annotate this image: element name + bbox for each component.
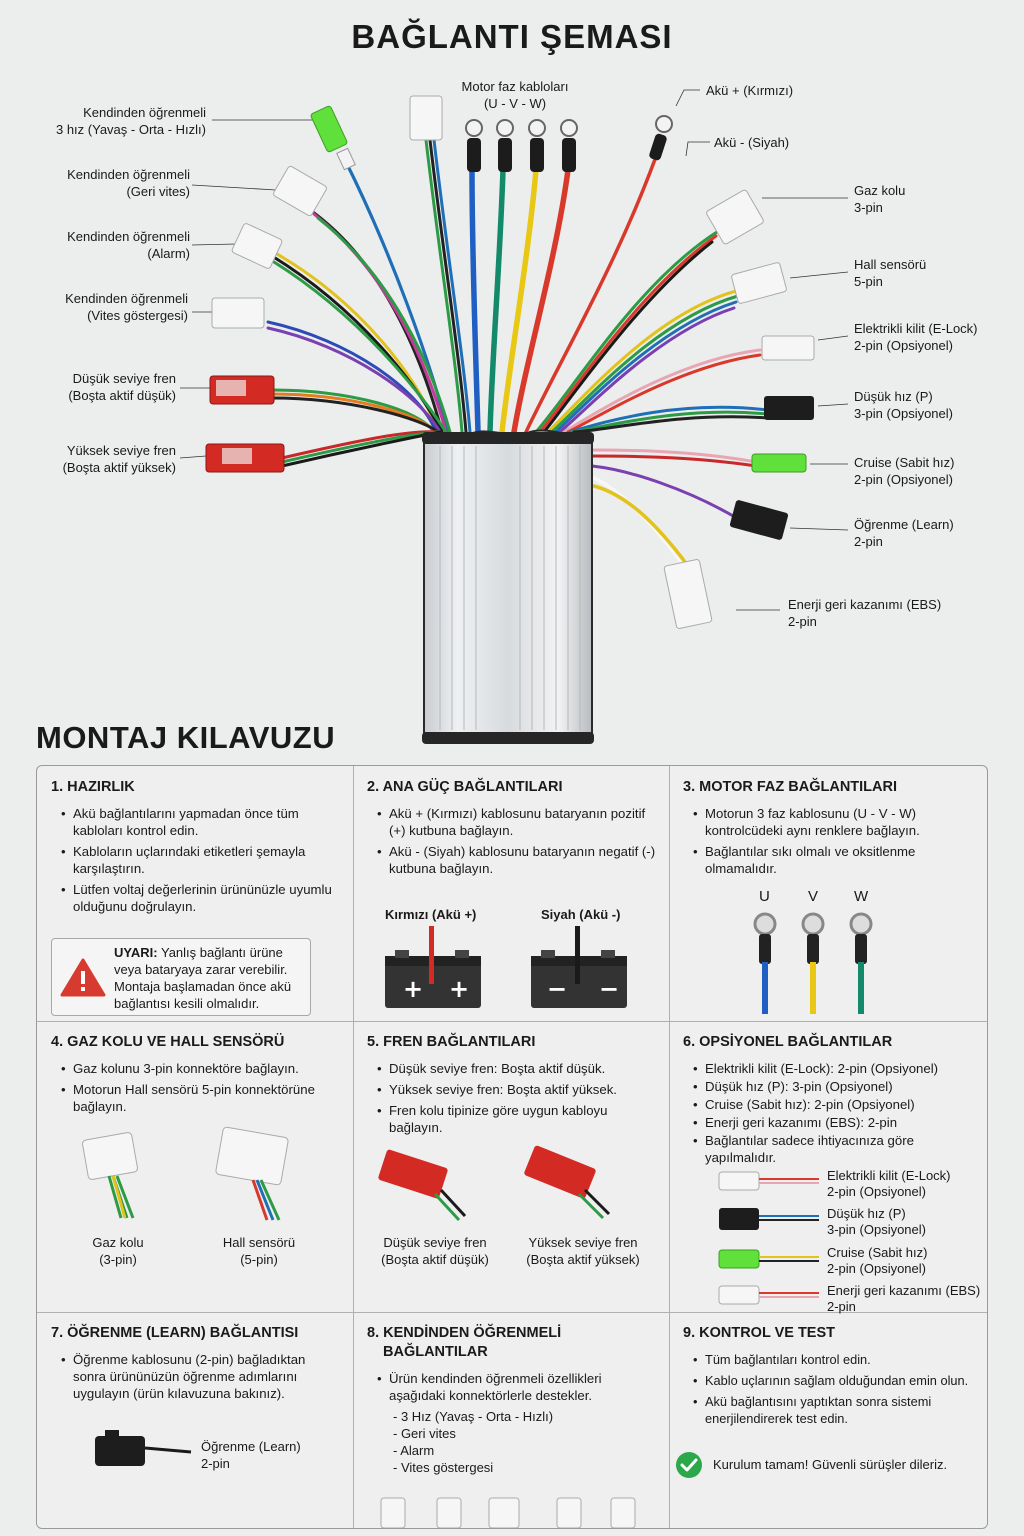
list-item: • Akü bağlantısını yaptıktan sonra sistemi enerjilendirerek test edin. <box>693 1393 977 1427</box>
self-learning-connectors <box>367 1492 657 1528</box>
phase-label-u: U <box>759 888 770 905</box>
ring-terminal-icon <box>803 914 823 1014</box>
sub-item: - Alarm <box>393 1443 435 1458</box>
label-ebs: Enerji geri kazanımı (EBS) 2-pin <box>788 597 942 629</box>
label-battery-plus: Akü + (Kırmızı) <box>706 83 794 98</box>
sub-item: - Vites göstergesi <box>393 1460 494 1475</box>
phase-terminals <box>737 906 897 1016</box>
list-item: • Lütfen voltaj değerlerinin ürününüzle uyumlu olduğunu doğrulayın. <box>61 881 341 915</box>
optional-row-low-speed: Düşük hız (P) 3-pin (Opsiyonel) <box>827 1206 926 1237</box>
list-item: • Bağlantılar sıkı olmalı ve oksitlenme olmamalıdır. <box>693 843 977 877</box>
section-title: 8. KENDİNDEN ÖĞRENMELİ BAĞLANTILAR <box>367 1325 562 1360</box>
connector-icon <box>381 1498 405 1528</box>
learn-connector-icon <box>91 1426 201 1476</box>
section-check-test <box>669 1312 989 1530</box>
section-title: 5. FREN BAĞLANTILARI <box>367 1034 536 1050</box>
sub-item: - 3 Hız (Yavaş - Orta - Hızlı) <box>393 1409 554 1424</box>
brake-low-caption: Düşük seviye fren (Boşta aktif düşük) <box>381 1235 489 1267</box>
cruise-connector-icon <box>719 1250 819 1268</box>
section-title: 7. ÖĞRENME (LEARN) BAĞLANTISI <box>51 1325 299 1341</box>
guide-grid <box>36 765 988 1529</box>
section-title: 3. MOTOR FAZ BAĞLANTILARI <box>683 779 898 795</box>
brake-low-connector-icon <box>378 1149 465 1220</box>
list-item: • Motorun Hall sensörü 5-pin konnektörüne bağlayın. <box>61 1081 341 1115</box>
throttle-caption: Gaz kolu (3-pin) <box>92 1235 144 1267</box>
brake-high-caption: Yüksek seviye fren (Boşta aktif yüksek) <box>526 1235 640 1267</box>
controller-body <box>422 430 594 744</box>
list-item: • Motorun 3 faz kablosunu (U - V - W) kontrolcüdeki aynı renklere bağlayın. <box>693 805 977 839</box>
list-item: • Düşük seviye fren: Boşta aktif düşük. <box>377 1060 657 1077</box>
red-battery-label: Kırmızı (Akü +) <box>385 907 477 922</box>
warning-text: Yanlış bağlantı ürüne veya bataryaya zarar verebilir. Montaja başlamadan önce akü bağlantısı kesili olmalıdır. <box>114 945 292 1011</box>
phase-label-w: W <box>854 888 869 905</box>
section-title: 6. OPSİYONEL BAĞLANTILAR <box>683 1034 893 1050</box>
list-item: • Tüm bağlantıları kontrol edin. <box>693 1351 977 1368</box>
connectors-left <box>206 105 355 472</box>
connector-illustration <box>67 1122 327 1222</box>
battery-illustration <box>377 922 657 1012</box>
label-brake-high: Yüksek seviye fren (Boşta aktif yüksek) <box>62 443 176 475</box>
list-item: • Gaz kolunu 3-pin konnektöre bağlayın. <box>61 1060 341 1077</box>
list-item: • Yüksek seviye fren: Boşta aktif yüksek. <box>377 1081 657 1098</box>
sub-item: - Geri vites <box>393 1426 456 1441</box>
list-item: • Düşük hız (P): 3-pin (Opsiyonel) <box>693 1078 977 1095</box>
warning-box <box>51 938 311 1016</box>
label-elock: Elektrikli kilit (E-Lock) 2-pin (Opsiyonel) <box>854 321 978 353</box>
label-motor-phase: Motor faz kabloları (U - V - W) <box>461 79 569 111</box>
svg-text:−: − <box>547 975 568 1003</box>
warning-label: UYARI: <box>114 945 158 960</box>
check-icon <box>675 1451 703 1479</box>
section-title: 9. KONTROL VE TEST <box>683 1325 836 1341</box>
final-message: Kurulum tamam! Güvenli sürüşler dileriz. <box>713 1457 948 1472</box>
connector-icon <box>437 1498 461 1528</box>
list-item: • Akü + (Kırmızı) kablosunu bataryanın pozitif (+) kutbuna bağlayın. <box>377 805 657 839</box>
label-throttle: Gaz kolu 3-pin <box>854 183 906 215</box>
label-brake-low: Düşük seviye fren (Boşta aktif düşük) <box>68 371 176 403</box>
elock-connector-icon <box>719 1172 819 1190</box>
connector-icon <box>557 1498 581 1528</box>
phase-label-v: V <box>808 888 819 905</box>
label-low-speed: Düşük hız (P) 3-pin (Opsiyonel) <box>854 389 953 421</box>
label-alarm: Kendinden öğrenmeli (Alarm) <box>67 229 190 261</box>
battery-icon <box>531 926 627 1008</box>
list-item: • Bağlantılar sadece ihtiyacınıza göre yapılmalıdır. <box>693 1132 977 1166</box>
ring-terminal-icon <box>851 914 871 1014</box>
list-item: • Akü bağlantılarını yapmadan önce tüm kabloları kontrol edin. <box>61 805 341 839</box>
label-gear: Kendinden öğrenmeli (Vites göstergesi) <box>65 291 188 323</box>
svg-text:+: + <box>403 975 424 1003</box>
label-reverse: Kendinden öğrenmeli (Geri vites) <box>67 167 190 199</box>
connector-icon <box>489 1498 519 1528</box>
list-item: • Ürün kendinden öğrenmeli özellikleri aşağıdaki konnektörlerle destekler. <box>377 1370 657 1404</box>
list-item: • Cruise (Sabit hız): 2-pin (Opsiyonel) <box>693 1096 977 1113</box>
label-battery-minus: Akü - (Siyah) <box>714 135 790 150</box>
optional-row-ebs: Enerji geri kazanımı (EBS) 2-pin <box>827 1283 981 1314</box>
list-item: • Kablo uçlarının sağlam olduğundan emin olun. <box>693 1372 977 1389</box>
hall-caption: Hall sensörü (5-pin) <box>222 1235 296 1267</box>
list-item: • Kabloların uçlarındaki etiketleri şemayla karşılaştırın. <box>61 843 341 877</box>
label-speed: Kendinden öğrenmeli 3 hız (Yavaş - Orta - Hızlı) <box>55 105 206 137</box>
low-speed-connector-icon <box>719 1208 819 1230</box>
section-title: 4. GAZ KOLU VE HALL SENSÖRÜ <box>51 1034 285 1050</box>
section-learn <box>37 1312 353 1530</box>
guide-title: MONTAJ KILAVUZU <box>36 720 336 755</box>
optional-row-elock: Elektrikli kilit (E-Lock) 2-pin (Opsiyonel) <box>827 1168 951 1199</box>
warning-icon <box>60 957 106 997</box>
label-cruise: Cruise (Sabit hız) 2-pin (Opsiyonel) <box>854 455 955 487</box>
optional-connectors <box>713 1166 823 1306</box>
ring-terminal-icon <box>755 914 775 1014</box>
list-item: • Akü - (Siyah) kablosunu bataryanın negatif (-) kutbuna bağlayın. <box>377 843 657 877</box>
hall-connector-icon <box>215 1127 288 1220</box>
diagram-title: BAĞLANTI ŞEMASI <box>351 18 673 55</box>
svg-text:+: + <box>449 975 470 1003</box>
label-hall: Hall sensörü 5-pin <box>854 257 927 289</box>
list-item: • Enerji geri kazanımı (EBS): 2-pin <box>693 1114 977 1131</box>
list-item: • Fren kolu tipinize göre uygun kabloyu bağlayın. <box>377 1102 657 1136</box>
ebs-connector-icon <box>719 1286 819 1304</box>
battery-icon <box>385 926 481 1008</box>
list-item: • Elektrikli kilit (E-Lock): 2-pin (Opsiyonel) <box>693 1060 977 1077</box>
throttle-connector-icon <box>82 1132 138 1218</box>
connector-icon <box>611 1498 635 1528</box>
learn-caption: Öğrenme (Learn) 2-pin <box>201 1439 301 1471</box>
list-item: • Öğrenme kablosunu (2-pin) bağladıktan sonra ürününüzün öğrenme adımlarını uygulayın (ürün kılavuzuna bakınız). <box>61 1351 341 1402</box>
section-title: 2. ANA GÜÇ BAĞLANTILARI <box>367 779 563 795</box>
label-learn: Öğrenme (Learn) 2-pin <box>854 517 954 549</box>
svg-text:−: − <box>599 975 620 1003</box>
brake-illustration <box>369 1144 649 1234</box>
optional-row-cruise: Cruise (Sabit hız) 2-pin (Opsiyonel) <box>827 1245 928 1276</box>
section-title: 1. HAZIRLIK <box>51 779 135 795</box>
brake-high-connector-icon <box>523 1145 609 1218</box>
black-battery-label: Siyah (Akü -) <box>541 907 621 922</box>
